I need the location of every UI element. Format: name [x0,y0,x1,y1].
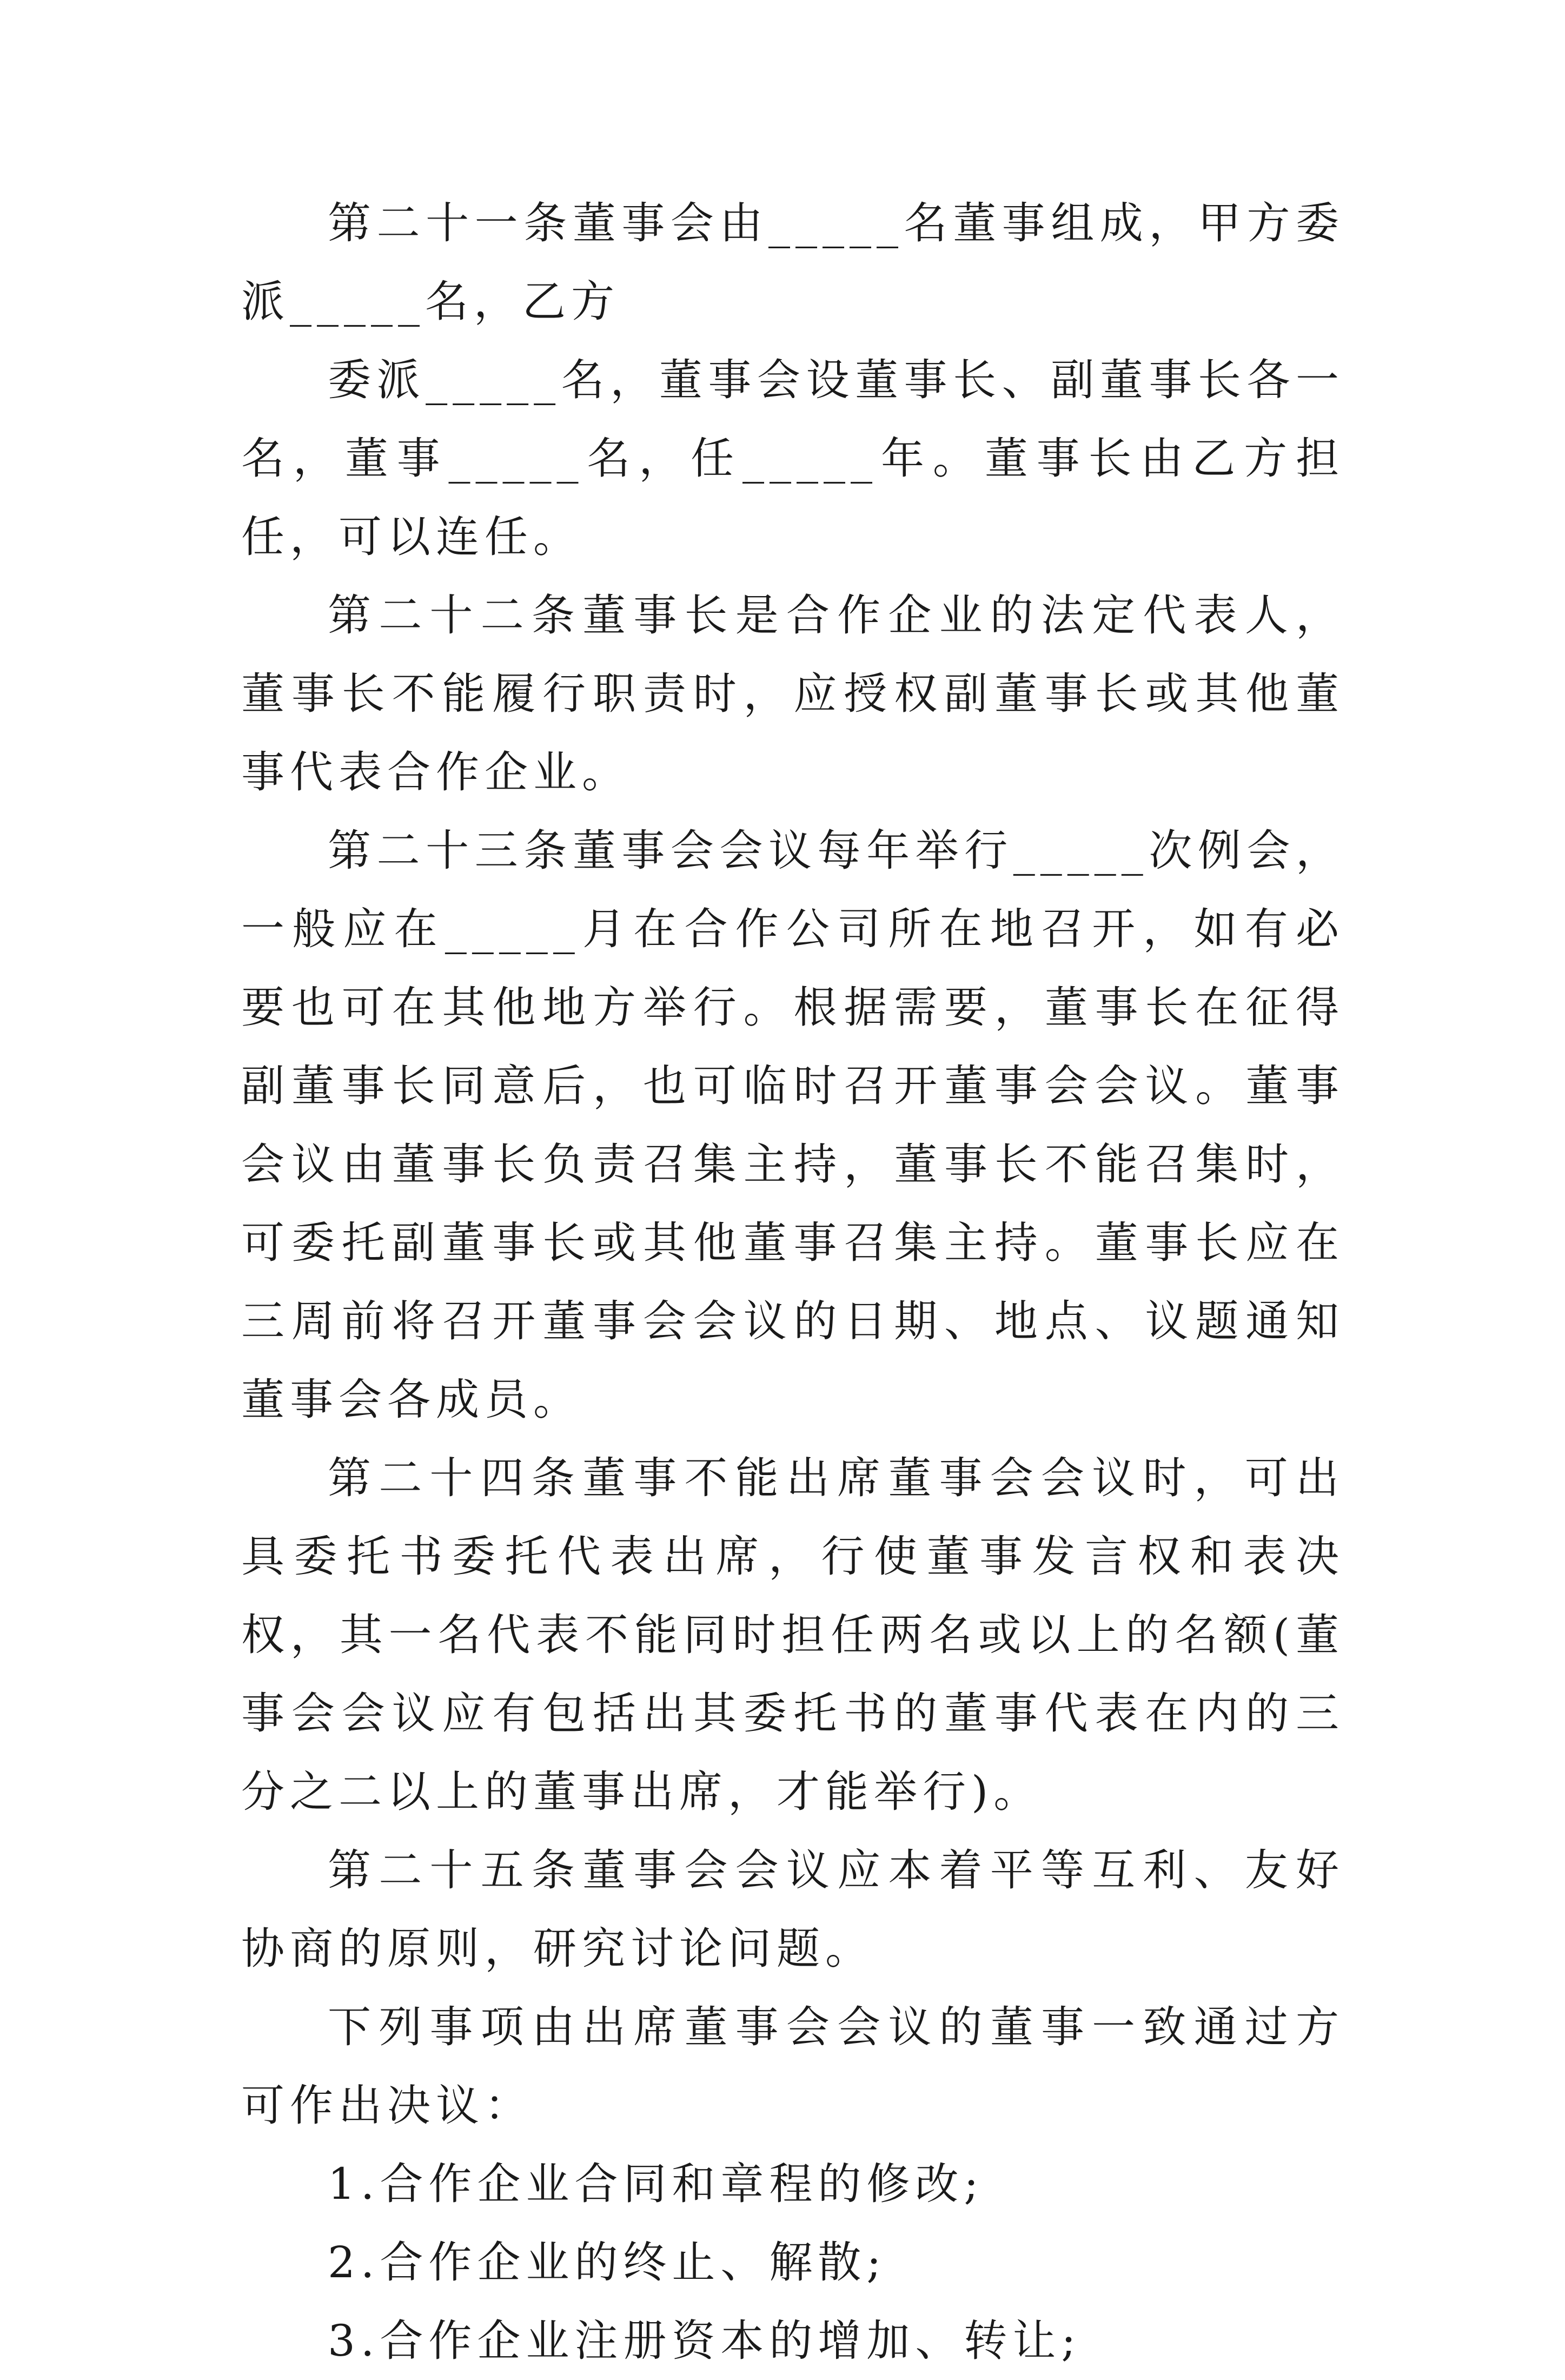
paragraph-resolution-intro: 下列事项由出席董事会会议的董事一致通过方可作出决议： [241,2002,1344,2131]
paragraph-article-21: 第二十一条董事会由_____名董事组成，甲方委派_____名，乙方 [241,198,1344,327]
document-body [241,184,1344,2380]
paragraph-article-23: 第二十三条董事会会议每年举行_____次例会，一般应在_____月在合作公司所在地召开，如有必要也可在其他地方举行。根据需要，董事长在征得副董事长同意后，也可临时召开董事会会议。董事会议由董事长负责召集主持，董事长不能召集时，可委托副董事长或其他董事召集主持。董事长应在三周前将召开董事会会议的日期、地点、议题通知董事会各成员。 [241,825,1344,1425]
list-item: 2.合作企业的终止、解散; [328,2237,887,2288]
paragraph-article-25: 第二十五条董事会会议应本着平等互利、友好协商的原则，研究讨论问题。 [241,1845,1344,1974]
list-item: 3.合作企业注册资本的增加、转让; [328,2316,1082,2366]
paragraph-article-21-continued: 委派_____名，董事会设董事长、副董事长各一名，董事_____名，任_____年。董事长由乙方担任，可以连任。 [241,355,1344,562]
paragraph-article-24: 第二十四条董事不能出席董事会会议时，可出具委托书委托代表出席，行使董事发言权和表决权，其一名代表不能同时担任两名或以上的名额(董事会会议应有包括出其委托书的董事代表在内的三分之二以上的董事出席，才能举行)。 [241,1453,1344,1817]
paragraph-article-22: 第二十二条董事长是合作企业的法定代表人，董事长不能履行职责时，应授权副董事长或其他董事代表合作企业。 [241,590,1344,797]
list-item: 1.合作企业合同和章程的修改; [328,2159,984,2209]
